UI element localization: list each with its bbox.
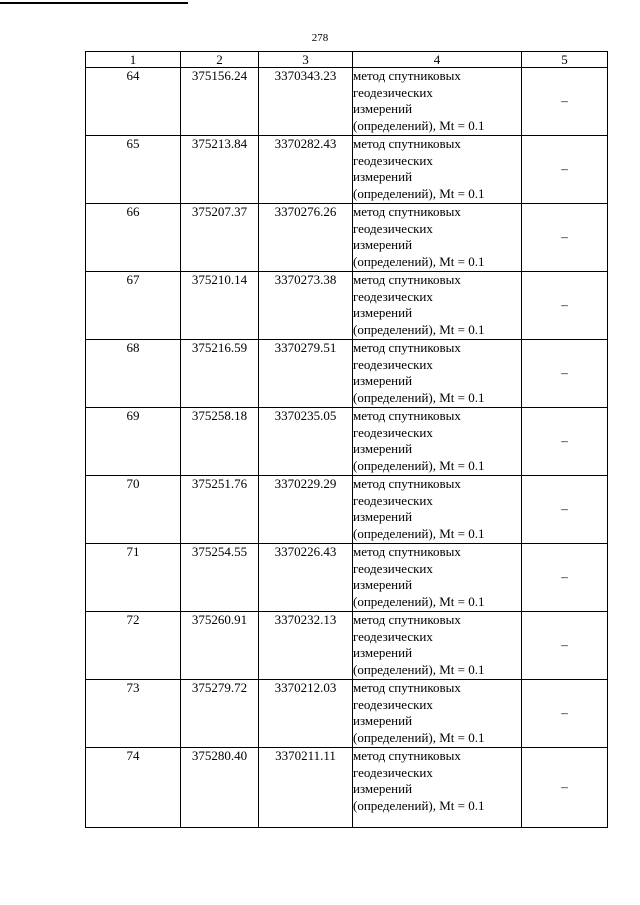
col-header-2: 2 xyxy=(181,52,259,68)
method-cell xyxy=(353,136,522,204)
method-cell xyxy=(353,340,522,408)
coordinate-x: 375210.14 xyxy=(181,272,259,340)
method-line: (определений), Mt = 0.1 xyxy=(353,730,485,746)
table-row xyxy=(86,272,608,340)
method-line: метод спутниковых xyxy=(353,272,461,287)
method-line: метод спутниковых xyxy=(353,680,461,695)
method-line: метод спутниковых xyxy=(353,612,461,627)
point-number: 65 xyxy=(86,136,181,204)
coordinate-x: 375156.24 xyxy=(181,68,259,136)
coordinate-x: 375260.91 xyxy=(181,612,259,680)
accuracy-value: – xyxy=(522,340,608,408)
accuracy-value: – xyxy=(522,748,608,828)
method-line: метод спутниковых xyxy=(353,68,461,83)
table-row xyxy=(86,748,608,828)
coordinates-table xyxy=(85,51,608,828)
point-number: 70 xyxy=(86,476,181,544)
method-line: геодезических xyxy=(353,560,433,576)
method-line: измерений xyxy=(353,577,413,593)
coordinate-x: 375254.55 xyxy=(181,544,259,612)
point-number: 68 xyxy=(86,340,181,408)
method-line: измерений xyxy=(353,305,413,321)
method-line: метод спутниковых xyxy=(353,136,461,151)
accuracy-value: – xyxy=(522,612,608,680)
method-line: (определений), Mt = 0.1 xyxy=(353,186,485,202)
point-number: 72 xyxy=(86,612,181,680)
coordinate-y: 3370232.13 xyxy=(259,612,353,680)
method-line: метод спутниковых xyxy=(353,408,461,423)
method-line: измерений xyxy=(353,645,413,661)
method-line: метод спутниковых xyxy=(353,748,461,763)
method-line: измерений xyxy=(353,441,413,457)
point-number: 73 xyxy=(86,680,181,748)
coordinate-x: 375279.72 xyxy=(181,680,259,748)
accuracy-value: – xyxy=(522,680,608,748)
method-line: (определений), Mt = 0.1 xyxy=(353,254,485,270)
method-line: измерений xyxy=(353,169,413,185)
method-line: (определений), Mt = 0.1 xyxy=(353,798,485,814)
header-row xyxy=(86,52,608,68)
method-line: геодезических xyxy=(353,356,433,372)
method-line: (определений), Mt = 0.1 xyxy=(353,458,485,474)
method-cell xyxy=(353,204,522,272)
method-line: метод спутниковых xyxy=(353,204,461,219)
method-line: (определений), Mt = 0.1 xyxy=(353,322,485,338)
coordinate-y: 3370212.03 xyxy=(259,680,353,748)
coordinate-y: 3370276.26 xyxy=(259,204,353,272)
method-cell xyxy=(353,680,522,748)
table-row xyxy=(86,136,608,204)
coordinate-x: 375216.59 xyxy=(181,340,259,408)
col-header-5: 5 xyxy=(522,52,608,68)
method-line: геодезических xyxy=(353,220,433,236)
method-cell xyxy=(353,272,522,340)
accuracy-value: – xyxy=(522,476,608,544)
method-line: (определений), Mt = 0.1 xyxy=(353,118,485,134)
coordinate-y: 3370229.29 xyxy=(259,476,353,544)
method-line: (определений), Mt = 0.1 xyxy=(353,594,485,610)
method-cell xyxy=(353,748,522,828)
coordinate-x: 375258.18 xyxy=(181,408,259,476)
top-rule xyxy=(0,2,188,4)
coordinate-y: 3370226.43 xyxy=(259,544,353,612)
method-line: метод спутниковых xyxy=(353,340,461,355)
coordinate-x: 375213.84 xyxy=(181,136,259,204)
method-line: (определений), Mt = 0.1 xyxy=(353,390,485,406)
col-header-1: 1 xyxy=(86,52,181,68)
method-line: геодезических xyxy=(353,288,433,304)
coordinate-x: 375280.40 xyxy=(181,748,259,828)
method-cell xyxy=(353,476,522,544)
coordinate-y: 3370343.23 xyxy=(259,68,353,136)
method-line: (определений), Mt = 0.1 xyxy=(353,526,485,542)
point-number: 71 xyxy=(86,544,181,612)
page-number: 278 xyxy=(311,32,329,44)
table-row xyxy=(86,612,608,680)
method-line: измерений xyxy=(353,373,413,389)
coordinate-x: 375251.76 xyxy=(181,476,259,544)
method-line: измерений xyxy=(353,237,413,253)
method-line: измерений xyxy=(353,509,413,525)
method-line: измерений xyxy=(353,101,413,117)
method-line: измерений xyxy=(353,713,413,729)
method-cell xyxy=(353,68,522,136)
method-line: геодезических xyxy=(353,628,433,644)
coordinate-x: 375207.37 xyxy=(181,204,259,272)
table-row xyxy=(86,408,608,476)
table-row xyxy=(86,68,608,136)
col-header-3: 3 xyxy=(259,52,353,68)
accuracy-value: – xyxy=(522,68,608,136)
method-cell xyxy=(353,408,522,476)
method-line: метод спутниковых xyxy=(353,544,461,559)
method-line: измерений xyxy=(353,781,413,797)
table-row xyxy=(86,476,608,544)
coordinate-y: 3370235.05 xyxy=(259,408,353,476)
table-row xyxy=(86,680,608,748)
method-line: геодезических xyxy=(353,84,433,100)
point-number: 74 xyxy=(86,748,181,828)
method-line: геодезических xyxy=(353,696,433,712)
table-row xyxy=(86,544,608,612)
point-number: 67 xyxy=(86,272,181,340)
coordinate-y: 3370273.38 xyxy=(259,272,353,340)
method-cell xyxy=(353,612,522,680)
method-cell xyxy=(353,544,522,612)
method-line: (определений), Mt = 0.1 xyxy=(353,662,485,678)
method-line: метод спутниковых xyxy=(353,476,461,491)
col-header-4: 4 xyxy=(353,52,522,68)
coordinate-y: 3370211.11 xyxy=(259,748,353,828)
method-line: геодезических xyxy=(353,424,433,440)
table-row xyxy=(86,204,608,272)
method-line: геодезических xyxy=(353,764,433,780)
method-line: геодезических xyxy=(353,492,433,508)
coordinate-y: 3370279.51 xyxy=(259,340,353,408)
coordinate-y: 3370282.43 xyxy=(259,136,353,204)
accuracy-value: – xyxy=(522,272,608,340)
point-number: 66 xyxy=(86,204,181,272)
accuracy-value: – xyxy=(522,136,608,204)
point-number: 64 xyxy=(86,68,181,136)
table-row xyxy=(86,340,608,408)
accuracy-value: – xyxy=(522,544,608,612)
method-line: геодезических xyxy=(353,152,433,168)
accuracy-value: – xyxy=(522,408,608,476)
point-number: 69 xyxy=(86,408,181,476)
accuracy-value: – xyxy=(522,204,608,272)
